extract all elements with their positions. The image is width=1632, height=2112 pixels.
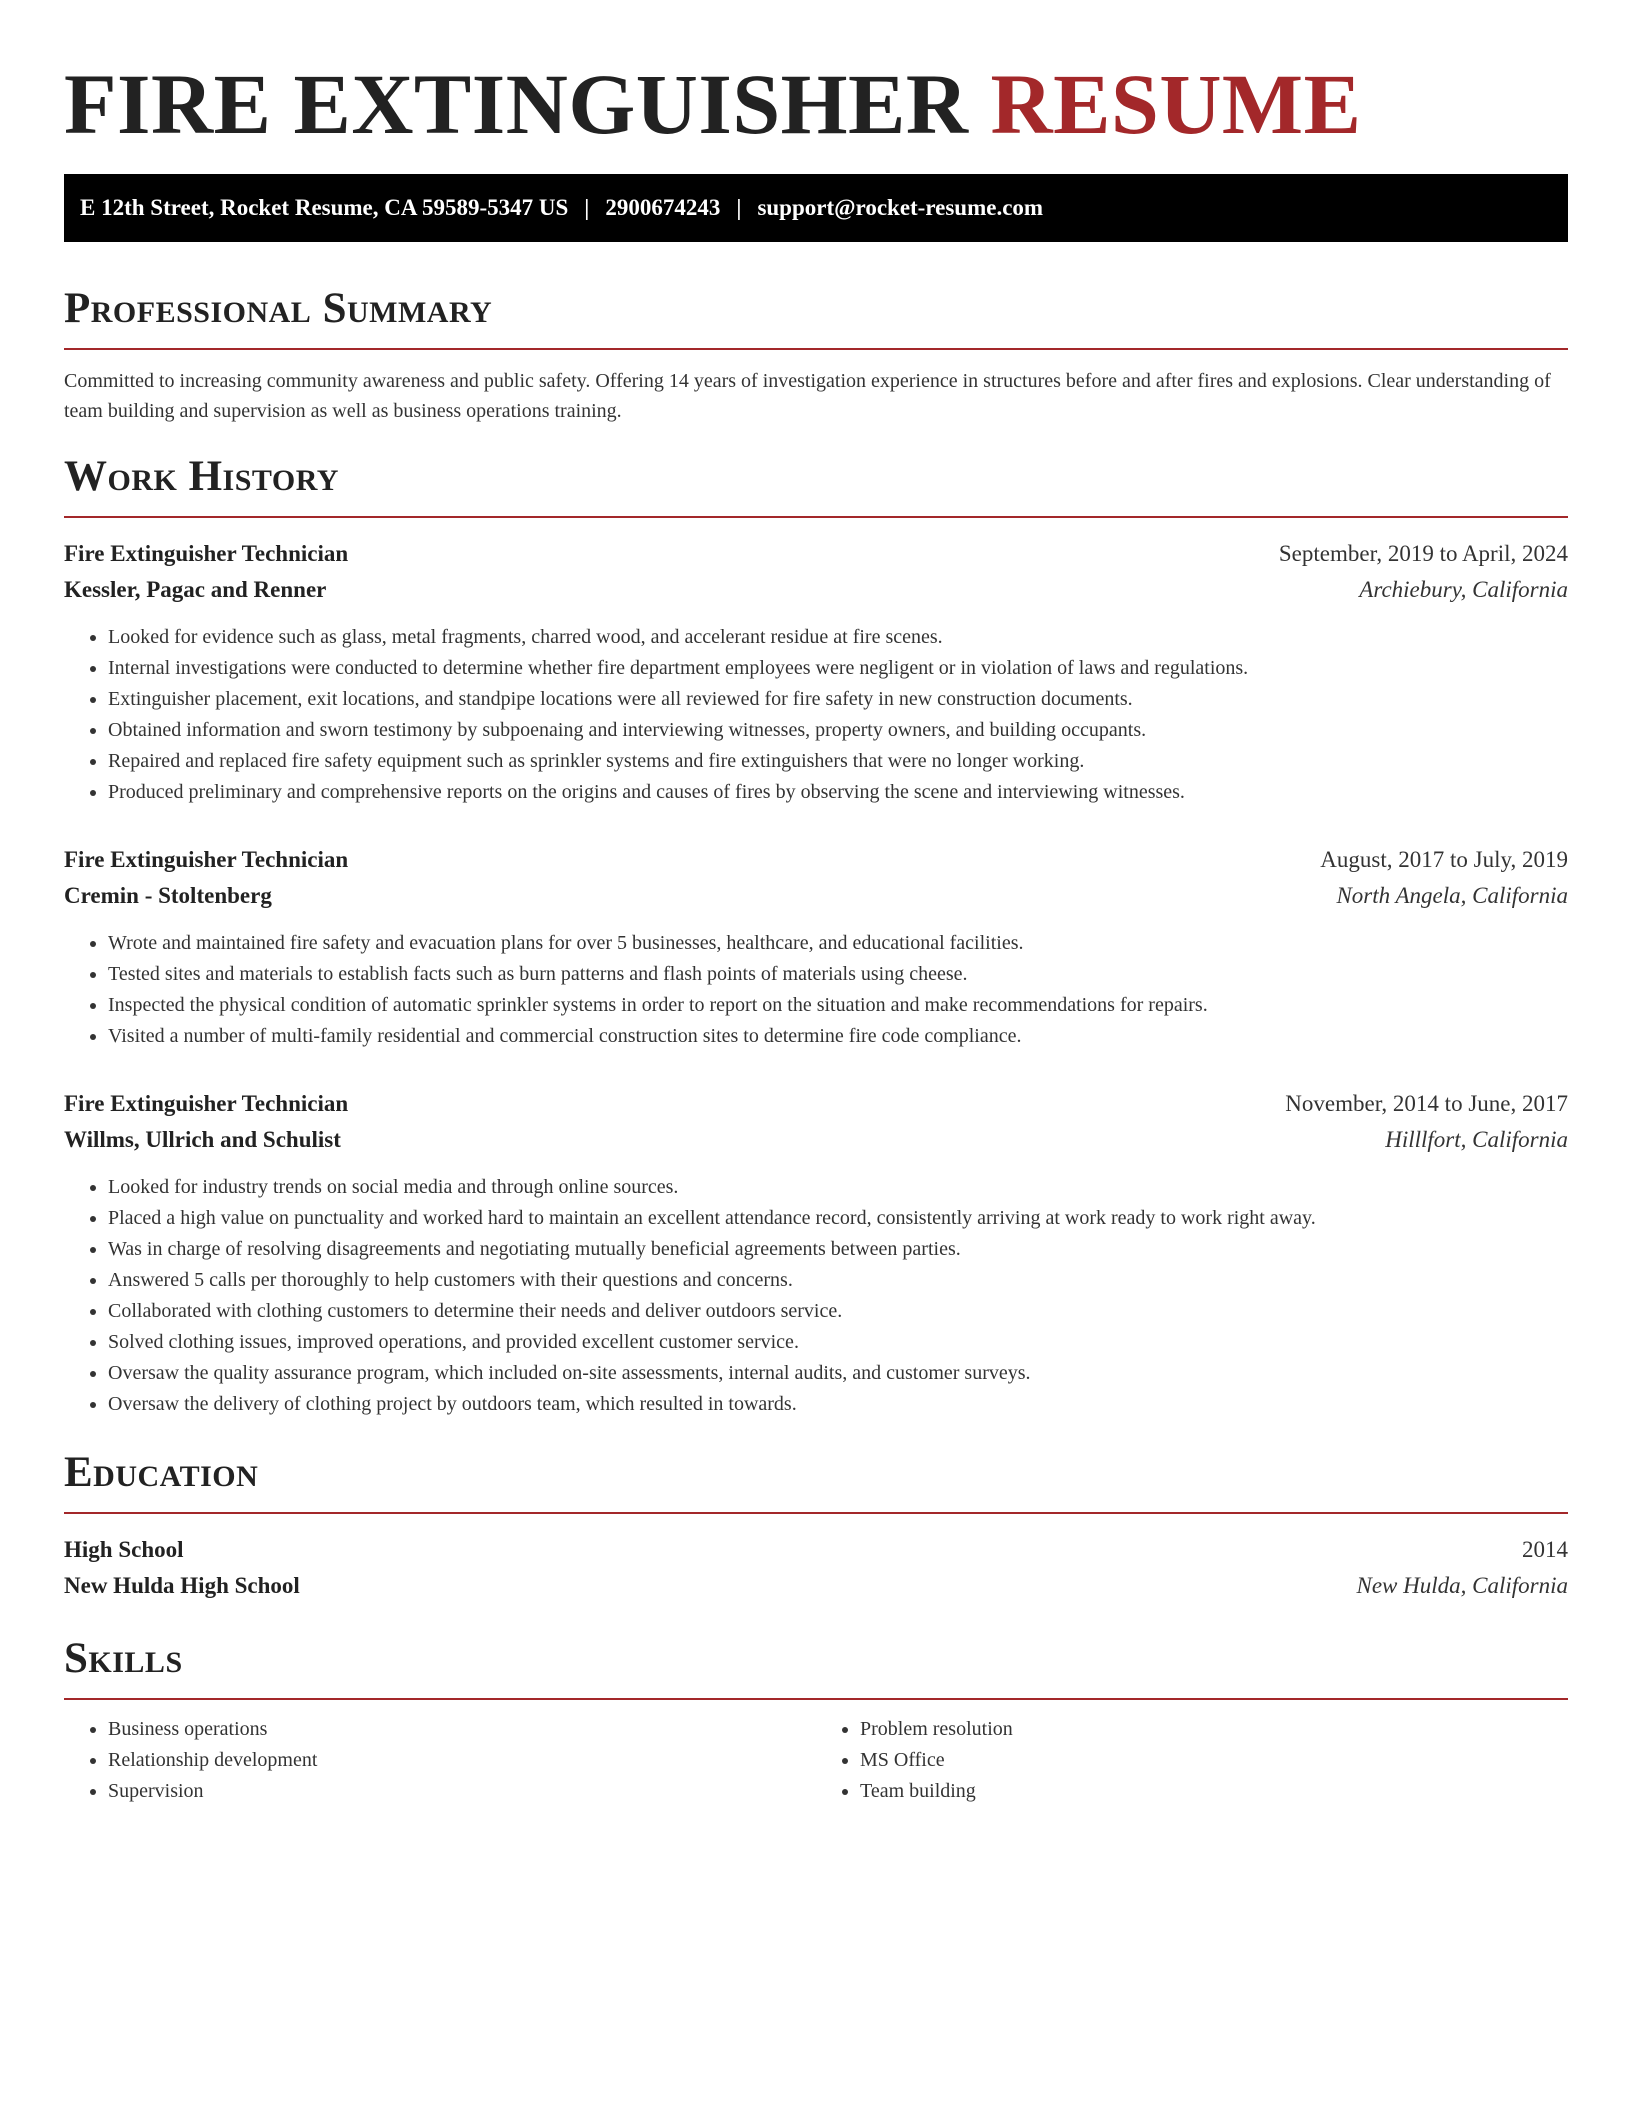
job-entry	[64, 536, 1568, 808]
skills-column-right	[816, 1714, 1568, 1807]
job-title: Fire Extinguisher Technician	[64, 847, 349, 872]
summary-heading: Professional Summary	[64, 285, 493, 332]
education-header-row	[64, 1532, 1568, 1568]
education-location: New Hulda, California	[1356, 1573, 1568, 1598]
education-school: New Hulda High School	[64, 1573, 300, 1598]
job-title: Fire Extinguisher Technician	[64, 541, 349, 566]
education-heading: Education	[64, 1449, 259, 1496]
job-dates: November, 2014 to June, 2017	[1285, 1091, 1568, 1116]
job-bullets	[64, 622, 1568, 808]
job-company: Willms, Ullrich and Schulist	[64, 1127, 341, 1152]
job-title: Fire Extinguisher Technician	[64, 1091, 349, 1116]
job-company: Kessler, Pagac and Renner	[64, 577, 327, 602]
job-dates: September, 2019 to April, 2024	[1278, 541, 1568, 566]
contact-phone: 2900674243	[605, 195, 721, 220]
job-bullet: • Looked for evidence such as glass, metal fragments, charred wood, and accelerant residue at fire scenes.	[108, 622, 1568, 653]
contact-bar	[64, 174, 1568, 242]
job-bullet: • Oversaw the delivery of clothing project by outdoors team, which resulted in towards.	[108, 1389, 1568, 1420]
education-degree: High School	[64, 1537, 184, 1562]
skill-item: • Supervision	[108, 1776, 816, 1807]
skill-item: • Relationship development	[108, 1745, 816, 1776]
job-dates: August, 2017 to July, 2019	[1320, 847, 1568, 872]
job-bullet: • Inspected the physical condition of automatic sprinkler systems in order to report on the situation and make recommendations for repairs.	[108, 990, 1568, 1021]
job-bullet: • Oversaw the quality assurance program, which included on-site assessments, internal audits, and customer surveys.	[108, 1358, 1568, 1389]
job-company: Cremin - Stoltenberg	[64, 883, 272, 908]
job-bullet: • Solved clothing issues, improved operations, and provided excellent customer service.	[108, 1327, 1568, 1358]
skills-column-left	[64, 1714, 816, 1807]
job-bullet: • Extinguisher placement, exit locations, and standpipe locations were all reviewed for fire safety in new construction documents.	[108, 684, 1568, 715]
education-school-row	[64, 1568, 1568, 1604]
job-header-row	[64, 536, 1568, 572]
job-bullet: • Produced preliminary and comprehensive reports on the origins and causes of fires by observing the scene and interviewing witnesses.	[108, 777, 1568, 808]
contact-address: E 12th Street, Rocket Resume, CA 59589-5347 US	[80, 195, 569, 220]
job-company-row	[64, 572, 1568, 608]
resume-title	[64, 56, 1568, 152]
title-accent: RESUME	[990, 56, 1362, 152]
section-divider	[64, 348, 1568, 350]
contact-separator: |	[584, 195, 590, 220]
section-divider	[64, 1698, 1568, 1700]
skill-item: • MS Office	[860, 1745, 1568, 1776]
job-location: North Angela, California	[1336, 883, 1568, 908]
job-location: Archiebury, California	[1359, 577, 1568, 602]
contact-email: support@rocket-resume.com	[757, 195, 1044, 220]
skills-heading: Skills	[64, 1635, 183, 1682]
job-header-row	[64, 842, 1568, 878]
work-history-heading: Work History	[64, 453, 339, 500]
job-bullet: • Visited a number of multi-family residential and commercial construction sites to determine fire code compliance.	[108, 1021, 1568, 1052]
skill-item: • Business operations	[108, 1714, 816, 1745]
job-bullet: • Tested sites and materials to establish facts such as burn patterns and flash points of materials using cheese.	[108, 959, 1568, 990]
job-entry	[64, 1086, 1568, 1420]
job-bullet: • Placed a high value on punctuality and worked hard to maintain an excellent attendance record, consistently arriving at work ready to work right away.	[108, 1203, 1568, 1234]
education-year: 2014	[1522, 1537, 1568, 1562]
section-divider	[64, 516, 1568, 518]
job-bullet: • Wrote and maintained fire safety and evacuation plans for over 5 businesses, healthcare, and educational facilities.	[108, 928, 1568, 959]
job-bullet: • Internal investigations were conducted to determine whether fire department employees were negligent or in violation of laws and regulations.	[108, 653, 1568, 684]
education-entry	[64, 1532, 1568, 1604]
skills-list	[64, 1714, 1568, 1807]
job-entry	[64, 842, 1568, 1052]
job-bullet: • Collaborated with clothing customers to determine their needs and deliver outdoors service.	[108, 1296, 1568, 1327]
job-company-row	[64, 1122, 1568, 1158]
summary-text: Committed to increasing community awareness and public safety. Offering 14 years of investigation experience in structures before and after fires and explosions. Clear understanding of team building and supervision as well as business operations training.	[64, 370, 1551, 422]
job-bullet: • Repaired and replaced fire safety equipment such as sprinkler systems and fire extinguishers that were no longer working.	[108, 746, 1568, 777]
job-header-row	[64, 1086, 1568, 1122]
skill-item: • Problem resolution	[860, 1714, 1568, 1745]
title-main: FIRE EXTINGUISHER	[64, 56, 991, 152]
job-bullet: • Looked for industry trends on social media and through online sources.	[108, 1172, 1568, 1203]
job-bullet: • Was in charge of resolving disagreements and negotiating mutually beneficial agreements between parties.	[108, 1234, 1568, 1265]
section-divider	[64, 1512, 1568, 1514]
contact-separator: |	[736, 195, 742, 220]
job-location: Hilllfort, California	[1385, 1127, 1568, 1152]
job-company-row	[64, 878, 1568, 914]
skill-item: • Team building	[860, 1776, 1568, 1807]
job-bullets	[64, 928, 1568, 1052]
job-bullets	[64, 1172, 1568, 1420]
job-bullet: • Obtained information and sworn testimony by subpoenaing and interviewing witnesses, property owners, and building occupants.	[108, 715, 1568, 746]
job-bullet: • Answered 5 calls per thoroughly to help customers with their questions and concerns.	[108, 1265, 1568, 1296]
